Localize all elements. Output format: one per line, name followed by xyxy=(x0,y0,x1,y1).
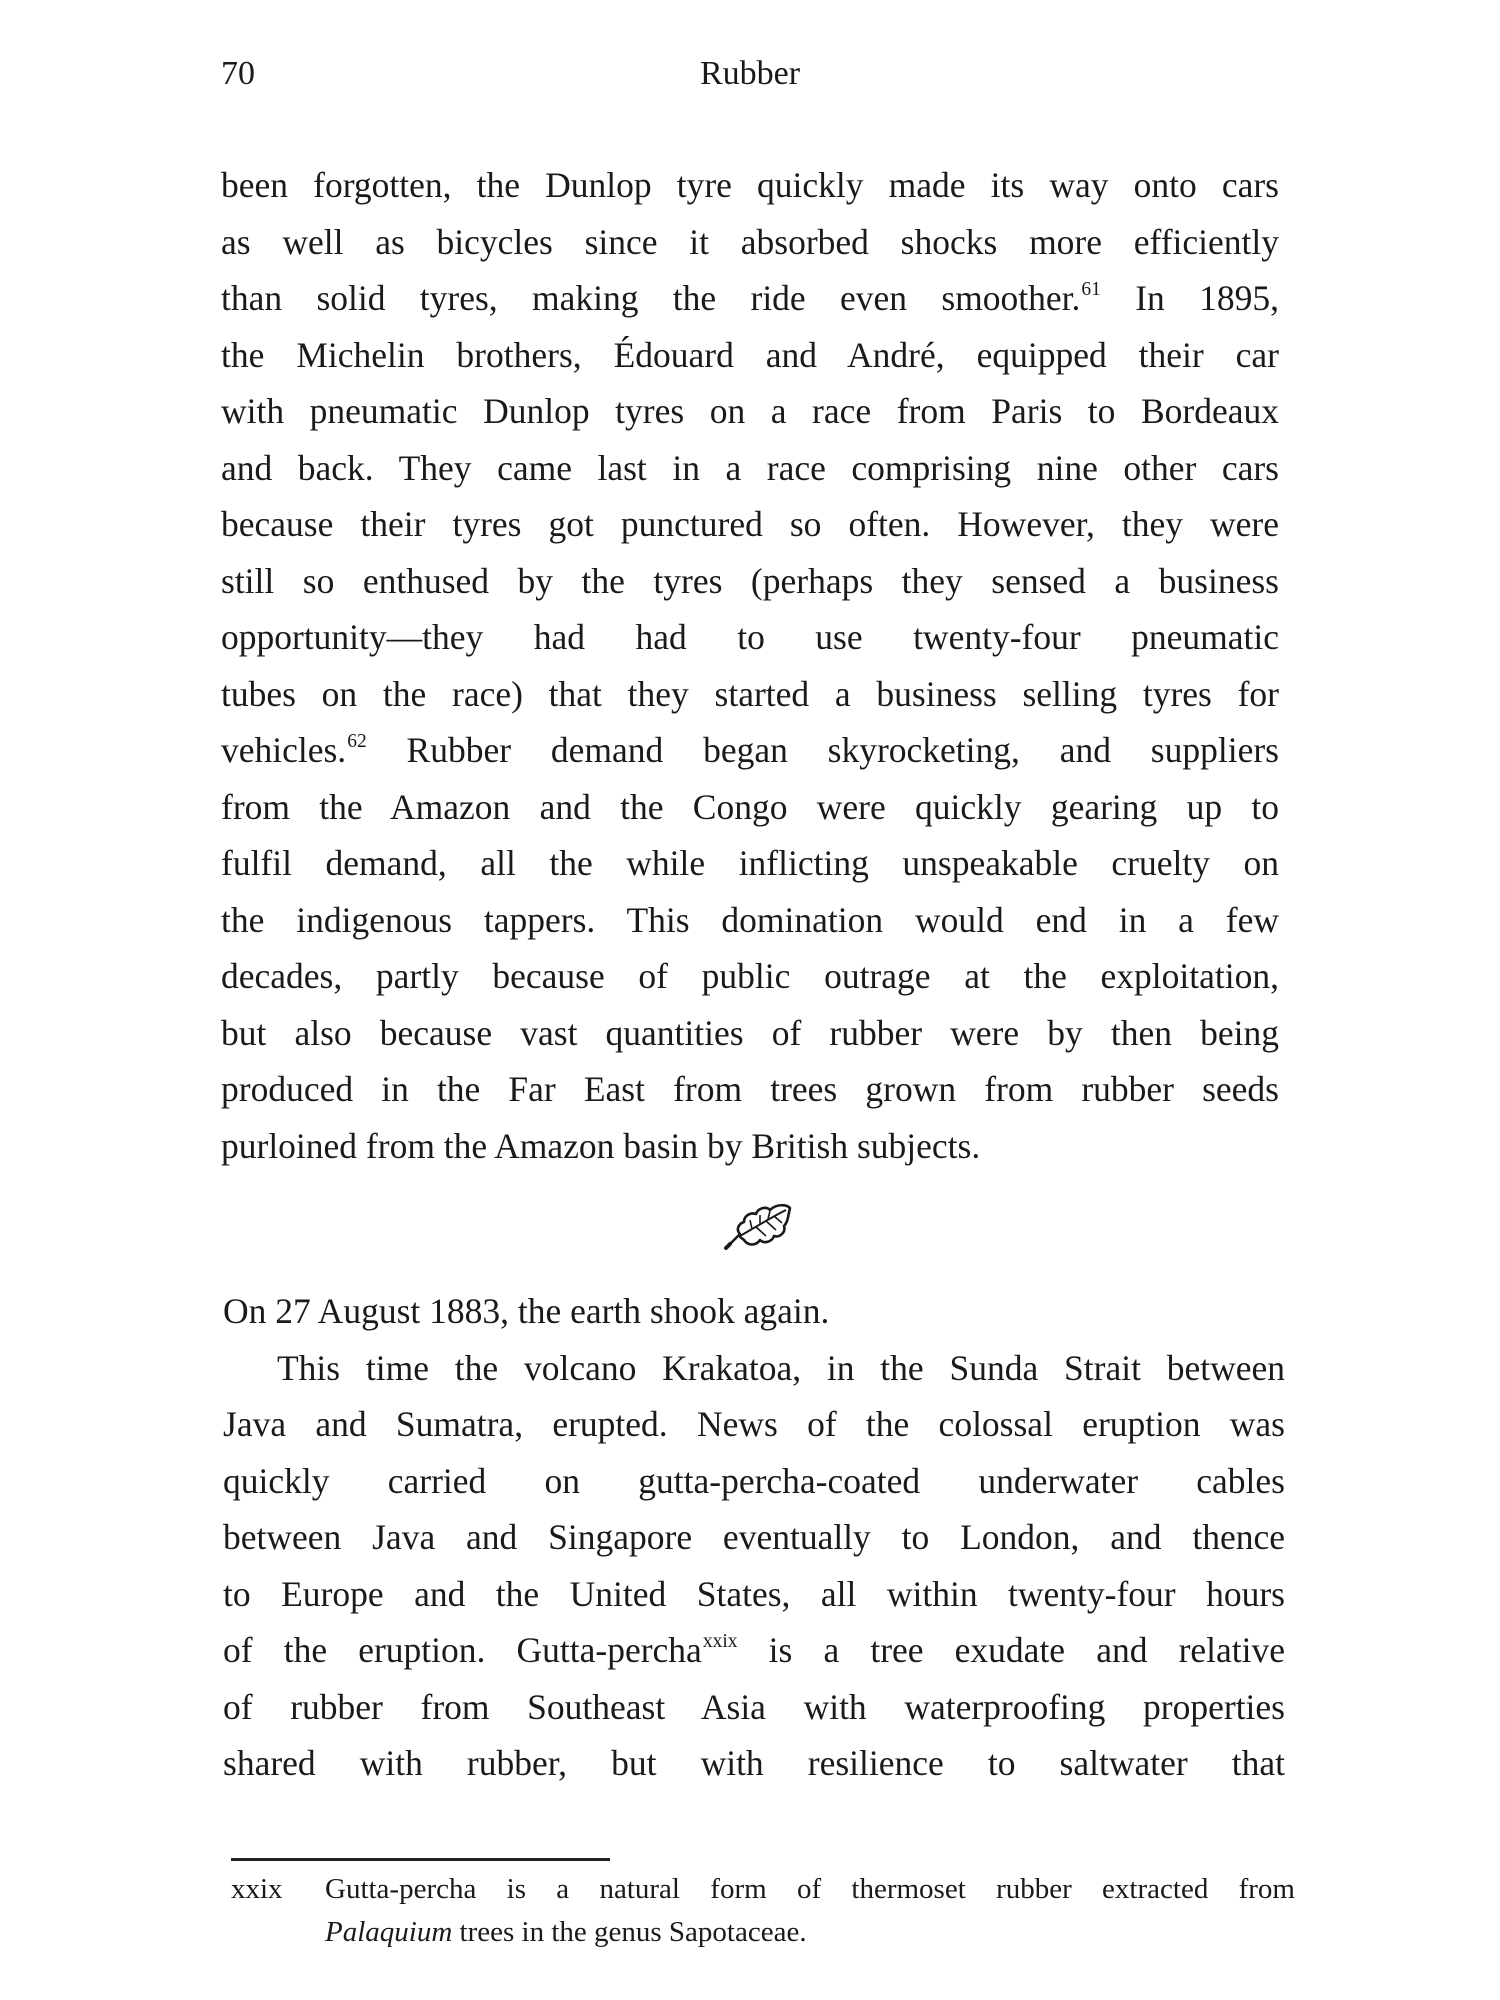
text-run: opportunity—they had had to use twenty-four pneumatic xyxy=(221,617,1279,657)
paragraph-3 xyxy=(223,1340,1285,1792)
text-line xyxy=(221,270,1279,327)
text-line xyxy=(223,1283,1285,1340)
footnote-text xyxy=(325,1868,1295,1954)
text-line xyxy=(221,722,1279,779)
text-line xyxy=(221,383,1279,440)
text-line xyxy=(223,1340,1285,1397)
text-run: to Europe and the United States, all within twenty-four hours xyxy=(223,1573,1285,1614)
section-2 xyxy=(223,1283,1285,1792)
text-run: because their tyres got punctured so often. However, they were xyxy=(221,504,1279,544)
text-line xyxy=(223,1679,1285,1736)
text-run: is a tree exudate and relative xyxy=(737,1630,1285,1670)
text-line xyxy=(221,609,1279,666)
text-run: with pneumatic Dunlop tyres on a race from Paris to Bordeaux xyxy=(221,391,1279,431)
text-line xyxy=(223,1453,1285,1510)
footnote-marker: xxix xyxy=(231,1873,283,1905)
text-run: tubes on the race) that they started a business selling tyres for xyxy=(221,673,1279,714)
text-run: still so enthused by the tyres (perhaps they sensed a business xyxy=(221,560,1279,601)
text-run: and back. They came last in a race comprising nine other cars xyxy=(221,447,1279,488)
footnote-reference[interactable]: 62 xyxy=(347,731,367,753)
paragraph-1 xyxy=(221,157,1279,1174)
text-run: produced in the Far East from trees grown from rubber seeds xyxy=(221,1069,1279,1109)
text-run: of rubber from Southeast Asia with waterproofing properties xyxy=(223,1686,1285,1727)
text-line xyxy=(221,327,1279,384)
text-run: In 1895, xyxy=(1100,278,1279,318)
text-run: purloined from the Amazon basin by British subjects. xyxy=(221,1125,981,1166)
text-line xyxy=(221,553,1279,610)
text-run: decades, partly because of public outrage at the exploitation, xyxy=(221,956,1279,996)
footnote-reference[interactable]: 61 xyxy=(1081,279,1101,301)
text-run: as well as bicycles since it absorbed shocks more efficiently xyxy=(221,221,1279,262)
paragraph-2 xyxy=(223,1283,1285,1340)
text-run: shared with rubber, but with resilience to saltwater that xyxy=(223,1743,1285,1783)
text-run: quickly carried on gutta-percha-coated underwater cables xyxy=(223,1460,1285,1501)
text-run: vehicles. xyxy=(221,730,347,770)
footnote-italic-genus: Palaquium xyxy=(325,1916,453,1948)
text-line xyxy=(221,892,1279,949)
text-line xyxy=(221,1118,1279,1175)
text-line xyxy=(223,1396,1285,1453)
text-run: from the Amazon and the Congo were quickly gearing up to xyxy=(221,786,1279,827)
text-line xyxy=(221,440,1279,497)
footnote-divider xyxy=(231,1858,610,1861)
text-run: but also because vast quantities of rubber were by then being xyxy=(221,1012,1279,1053)
footnote-line-2 xyxy=(325,1911,1295,1954)
text-line xyxy=(223,1735,1285,1792)
text-line xyxy=(221,835,1279,892)
text-run: This time the volcano Krakatoa, in the Sunda Strait between xyxy=(277,1347,1285,1388)
text-line xyxy=(221,666,1279,723)
text-line xyxy=(221,214,1279,271)
text-run: fulfil demand, all the while inflicting unspeakable cruelty on xyxy=(221,843,1279,883)
text-run: of the eruption. Gutta-percha xyxy=(223,1630,702,1670)
text-run: been forgotten, the Dunlop tyre quickly made its way onto cars xyxy=(221,165,1279,205)
footnote-reference[interactable]: xxix xyxy=(702,1631,738,1653)
text-run: On 27 August 1883, the earth shook again. xyxy=(223,1291,830,1331)
text-line xyxy=(221,157,1279,214)
text-run: than solid tyres, making the ride even smoother. xyxy=(221,278,1081,318)
footnote-line-2-rest: trees in the genus Sapotaceae. xyxy=(452,1916,807,1948)
text-line xyxy=(221,1005,1279,1062)
page-number: 70 xyxy=(221,55,255,92)
text-line xyxy=(223,1622,1285,1679)
footnote-line-1: Gutta-percha is a natural form of thermoset rubber extracted from xyxy=(325,1873,1295,1905)
text-run: the indigenous tappers. This domination would end in a few xyxy=(221,899,1279,940)
text-line xyxy=(221,779,1279,836)
text-line xyxy=(221,1061,1279,1118)
running-head: Rubber xyxy=(699,55,801,92)
text-run: the Michelin brothers, Édouard and André, equipped their car xyxy=(221,334,1279,375)
text-line xyxy=(221,496,1279,553)
text-line xyxy=(223,1566,1285,1623)
text-line xyxy=(223,1509,1285,1566)
text-run: Java and Sumatra, erupted. News of the colossal eruption was xyxy=(223,1404,1285,1444)
leaf-ornament-icon xyxy=(722,1196,794,1252)
text-run: between Java and Singapore eventually to London, and thence xyxy=(223,1517,1285,1557)
text-line xyxy=(221,948,1279,1005)
text-run: Rubber demand began skyrocketing, and suppliers xyxy=(366,730,1279,770)
